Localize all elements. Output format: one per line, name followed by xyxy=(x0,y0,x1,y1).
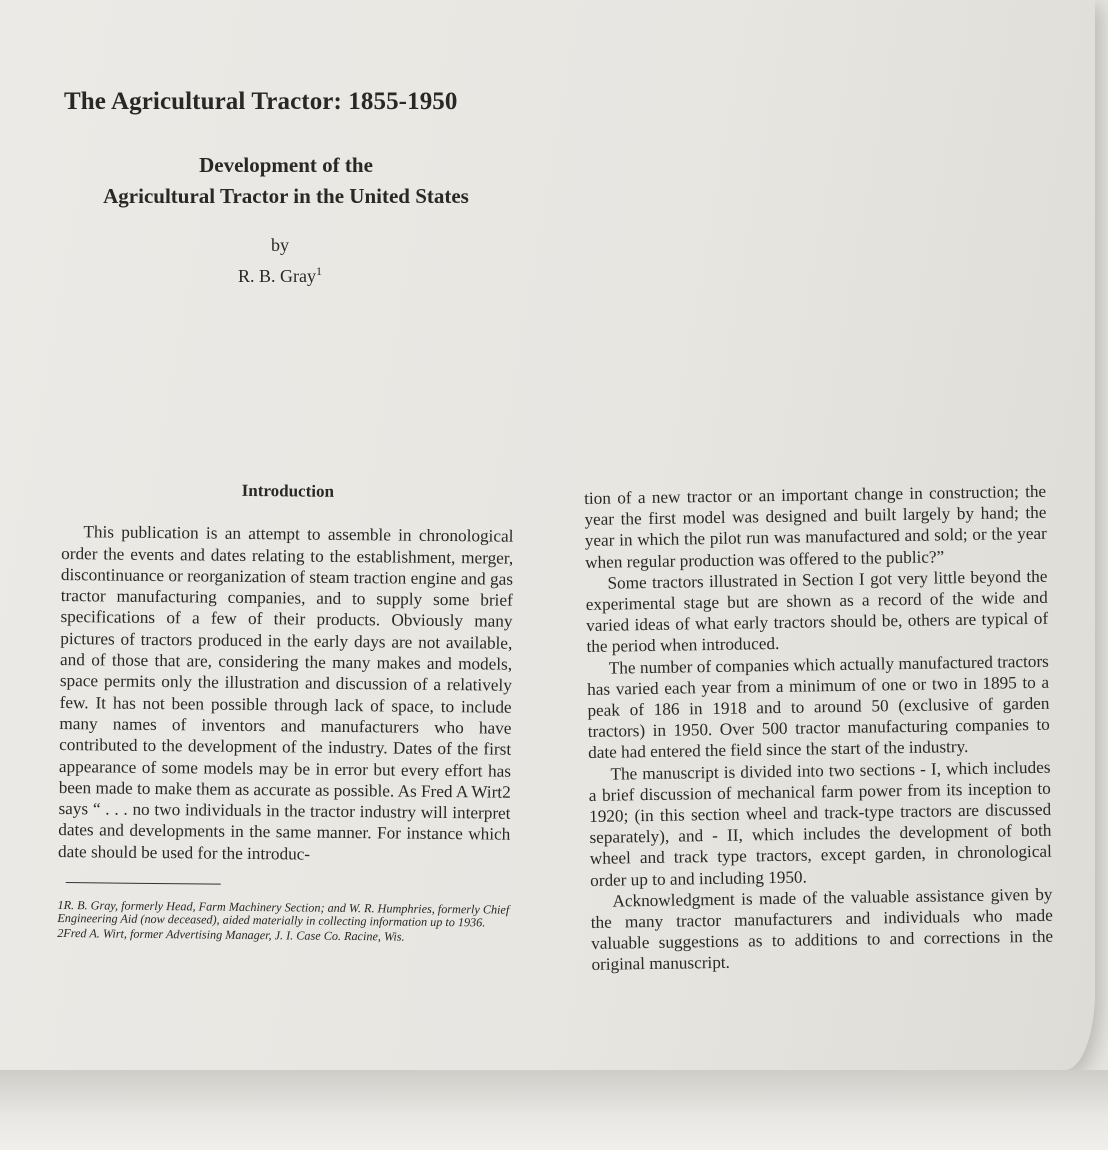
page-title: The Agricultural Tractor: 1855-1950 xyxy=(64,88,458,115)
introduction-paragraph: This publication is an attempt to assemble in chronological order the events and dates relating to the establishment, merger, discontinuance or reorganization of steam traction engine and gas tractor manufacturing companies, and to supply some brief specifications of a few of their products. Obviously many pictures of tractors produced in the early days are not available, and of those that are, considering the many makes and models, space permits only the illustration and discussion of a relatively few. It has not been possible through lack of space, to include many names of inventors and manufacturers who have contributed to the development of the industry. Dates of the first appearance of some models may be in error but every effort has been made to make them as accurate as possible. As Fred A Wirt2 says “ . . . no two individuals in the tractor industry will interpret dates and developments in the same manner. For instance which date should be used for the introduc- xyxy=(57,522,514,864)
subtitle xyxy=(76,150,496,212)
introduction-heading: Introduction xyxy=(241,480,335,501)
paragraph-companies: The number of companies which actually manufactured tractors has varied each year from a minimum of one or two in 1895 to a peak of 186 in 1918 and to around 50 (exclusive of garden tractors) in 1950. Over 500 tractor manufacturing companies to date had entered the field since the start of the industry. xyxy=(587,651,1050,763)
paragraph-experimental: Some tractors illustrated in Section I got very little beyond the experimental stage but are shown as a record of the wide and varied ideas of what early tractors should be, others are typical of the period when introduced. xyxy=(585,566,1049,657)
paragraph-manuscript: The manuscript is divided into two sections - I, which includes a brief discussion of mechanical farm power from its inception to 1920; (in this section wheel and track-type tractors are discussed separately), and - II, which includes the development of both wheel and track type tractors, except garden, in chronological order up to and including 1950. xyxy=(588,757,1052,890)
subtitle-line-1: Development of the xyxy=(199,153,373,177)
author-text: R. B. Gray xyxy=(238,266,316,286)
footnotes xyxy=(57,899,509,945)
paragraph-acknowledgment: Acknowledgment is made of the valuable assistance given by the many tractor manufacturers and individuals who made valuable suggestions as to additions to and corrections in the original manuscript. xyxy=(590,884,1054,975)
left-column xyxy=(57,478,514,947)
footnote-2: 2Fred A. Wirt, former Advertising Manager, J. I. Case Co. Racine, Wis. xyxy=(57,926,405,944)
byline xyxy=(200,232,360,289)
author-footnote-marker: 1 xyxy=(316,264,322,278)
background-surface xyxy=(0,1070,1108,1150)
author-name xyxy=(200,258,360,289)
footnote-1: 1R. B. Gray, formerly Head, Farm Machinery Section; and W. R. Humphries, formerly Chief Engineering Aid (now deceased), aided materially in collecting information up to 1936. xyxy=(57,898,510,930)
subtitle-line-2: Agricultural Tractor in the United States xyxy=(103,184,469,208)
footnote-divider xyxy=(66,882,221,885)
paragraph-continuation: tion of a new tractor or an important change in construction; the year the first model was designed and built largely by hand; the year in which the pilot run was manufactured and sold; or the year when regular production was offered to the public?” xyxy=(584,481,1047,572)
byline-by: by xyxy=(271,235,289,255)
right-column xyxy=(584,481,1054,976)
